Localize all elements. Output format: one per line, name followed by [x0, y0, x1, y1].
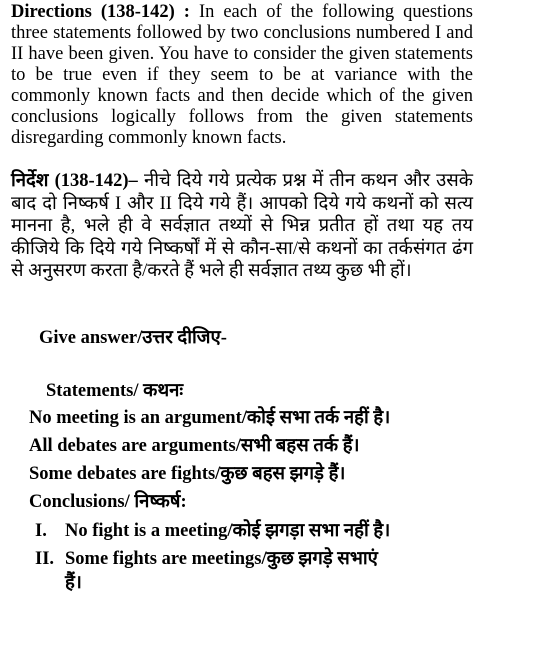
directions-body-hindi: नीचे दिये गये प्रत्येक प्रश्न में तीन कथन और उसके बाद दो निष्कर्ष I और II दिये गये हैं। आपको दिये गये कथनों को सत्य मानना है, भले ही वे सर्वज्ञात तथ्यों से भिन्न प्रतीत हों तथा यह तय कीजिये कि दिये गये निष्कर्षों में से कौन-सा/से कथनों का तर्कसंगत ढंग से अनुसरण करता है/करते हैं भले ही सर्वज्ञात तथ्य कुछ भी हों। — [11, 171, 474, 281]
conclusions-heading: Conclusions/ निष्कर्ष: — [29, 492, 187, 512]
statement-3: Some debates are fights/कुछ बहस झगड़े हैं। — [29, 464, 346, 484]
conclusion-number: I. — [35, 521, 47, 541]
conclusion-2-continuation: हैं। — [65, 573, 82, 593]
directions-heading-hindi: निर्देश (138-142)– — [11, 171, 138, 191]
directions-body-english: In each of the following questions three statements followed by two conclusions numbered I and II have been given. You have to consider the given statements to be true even if they seem to be at variance with the commonly known facts and then decide which of the given conclusions logically follows from the given statements disregarding commonly known facts. — [11, 2, 473, 148]
conclusion-1 — [35, 520, 390, 542]
statement-2: All debates are arguments/सभी बहस तर्क हैं। — [29, 436, 360, 456]
conclusion-text: Some fights are meetings/कुछ झगड़े सभाएं — [65, 549, 378, 569]
conclusion-2 — [35, 548, 378, 570]
give-answer-label: Give answer/उत्तर दीजिए- — [39, 328, 227, 348]
conclusion-text: No fight is a meeting/कोई झगड़ा सभा नहीं है। — [65, 521, 391, 541]
statements-heading: Statements/ कथनः — [46, 381, 184, 401]
directions-heading-english: Directions (138-142) : — [11, 2, 190, 22]
directions-english — [11, 2, 473, 149]
statement-1: No meeting is an argument/कोई सभा तर्क नहीं है। — [29, 408, 391, 428]
directions-hindi — [11, 170, 473, 283]
conclusion-number: II. — [35, 549, 55, 569]
